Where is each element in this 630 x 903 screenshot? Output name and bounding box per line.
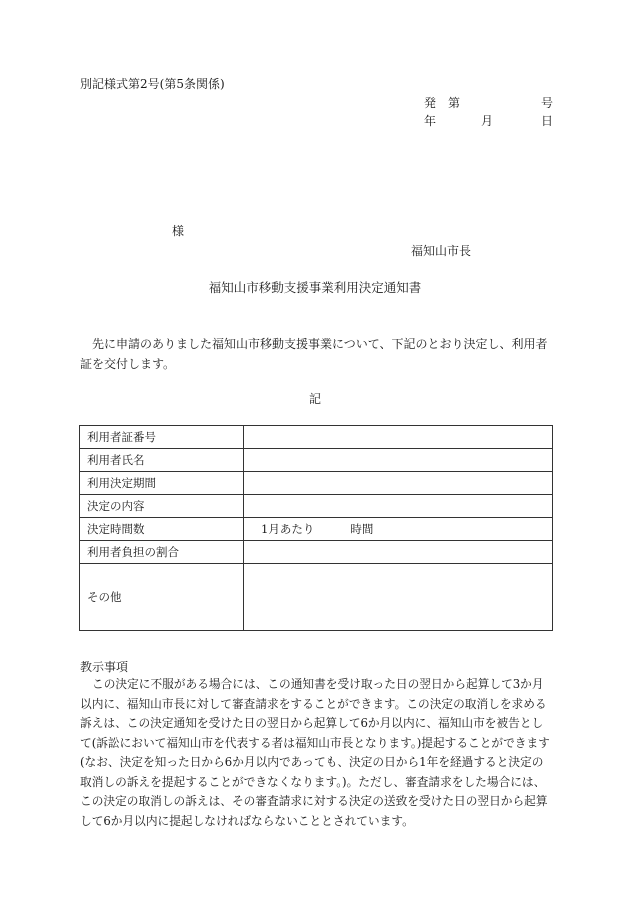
table-row (80, 472, 553, 495)
issue-date-line (424, 112, 552, 128)
issue-number-line (424, 94, 552, 110)
hours-per-month-label: 1月あたり (261, 522, 315, 536)
row-value (244, 495, 553, 518)
issue-hatsu-label: 発 (424, 96, 437, 110)
date-year-label: 年 (424, 114, 437, 128)
hours-unit-label: 時間 (350, 522, 374, 536)
notice-paragraph: この決定に不服がある場合には、この通知書を受け取った日の翌日から起算して3か月以内に、福知山市長に対して審査請求をすることができます。この決定の取消しを求める訴えは、この決定通知を受けた日の翌日から起算して6か月以内に、福知山市を被告として(訴訟において福知山市を代表する者は福知山市長となります。)提起することができます(なお、決定を知った日から6か月以内であっても、決定の日から1年を経過すると決定の取消しの訴えを提起することができなくなります。)。ただし、審査請求をした場合には、この決定の取消しの訴えは、その審査請求に対する決定の送致を受けた日の翌日から起算して6か月以内に提起しなければならないこととされています。 (80, 677, 550, 828)
row-label: その他 (80, 564, 244, 631)
row-value (244, 426, 553, 449)
row-label: 利用者氏名 (80, 449, 244, 472)
row-value (244, 449, 553, 472)
row-value (244, 541, 553, 564)
row-value (244, 518, 553, 541)
issue-dai-label: 第 (448, 96, 461, 110)
form-number: 別記様式第2号(第5条関係) (80, 77, 225, 91)
ki-heading: 記 (308, 392, 321, 406)
row-label: 利用者負担の割合 (80, 541, 244, 564)
body-paragraph: 先に申請のありました福知山市移動支援事業について、下記のとおり決定し、利用者証を交付します。 (80, 337, 548, 371)
date-month-label: 月 (481, 114, 494, 128)
table-row (80, 518, 553, 541)
row-label: 決定時間数 (80, 518, 244, 541)
table-row (80, 449, 553, 472)
decision-table (79, 425, 553, 631)
addressee-honorific: 様 (172, 224, 185, 238)
date-day-label: 日 (541, 114, 554, 128)
table-row (80, 495, 553, 518)
row-label: 決定の内容 (80, 495, 244, 518)
row-label: 利用決定期間 (80, 472, 244, 495)
row-value (244, 472, 553, 495)
notice-heading: 教示事項 (80, 660, 129, 674)
document-title: 福知山市移動支援事業利用決定通知書 (208, 280, 422, 295)
table-row (80, 564, 553, 631)
table-row (80, 541, 553, 564)
row-value (244, 564, 553, 631)
table-row (80, 426, 553, 449)
issuer-name: 福知山市長 (411, 244, 472, 258)
row-label: 利用者証番号 (80, 426, 244, 449)
issue-go-label: 号 (541, 96, 554, 110)
